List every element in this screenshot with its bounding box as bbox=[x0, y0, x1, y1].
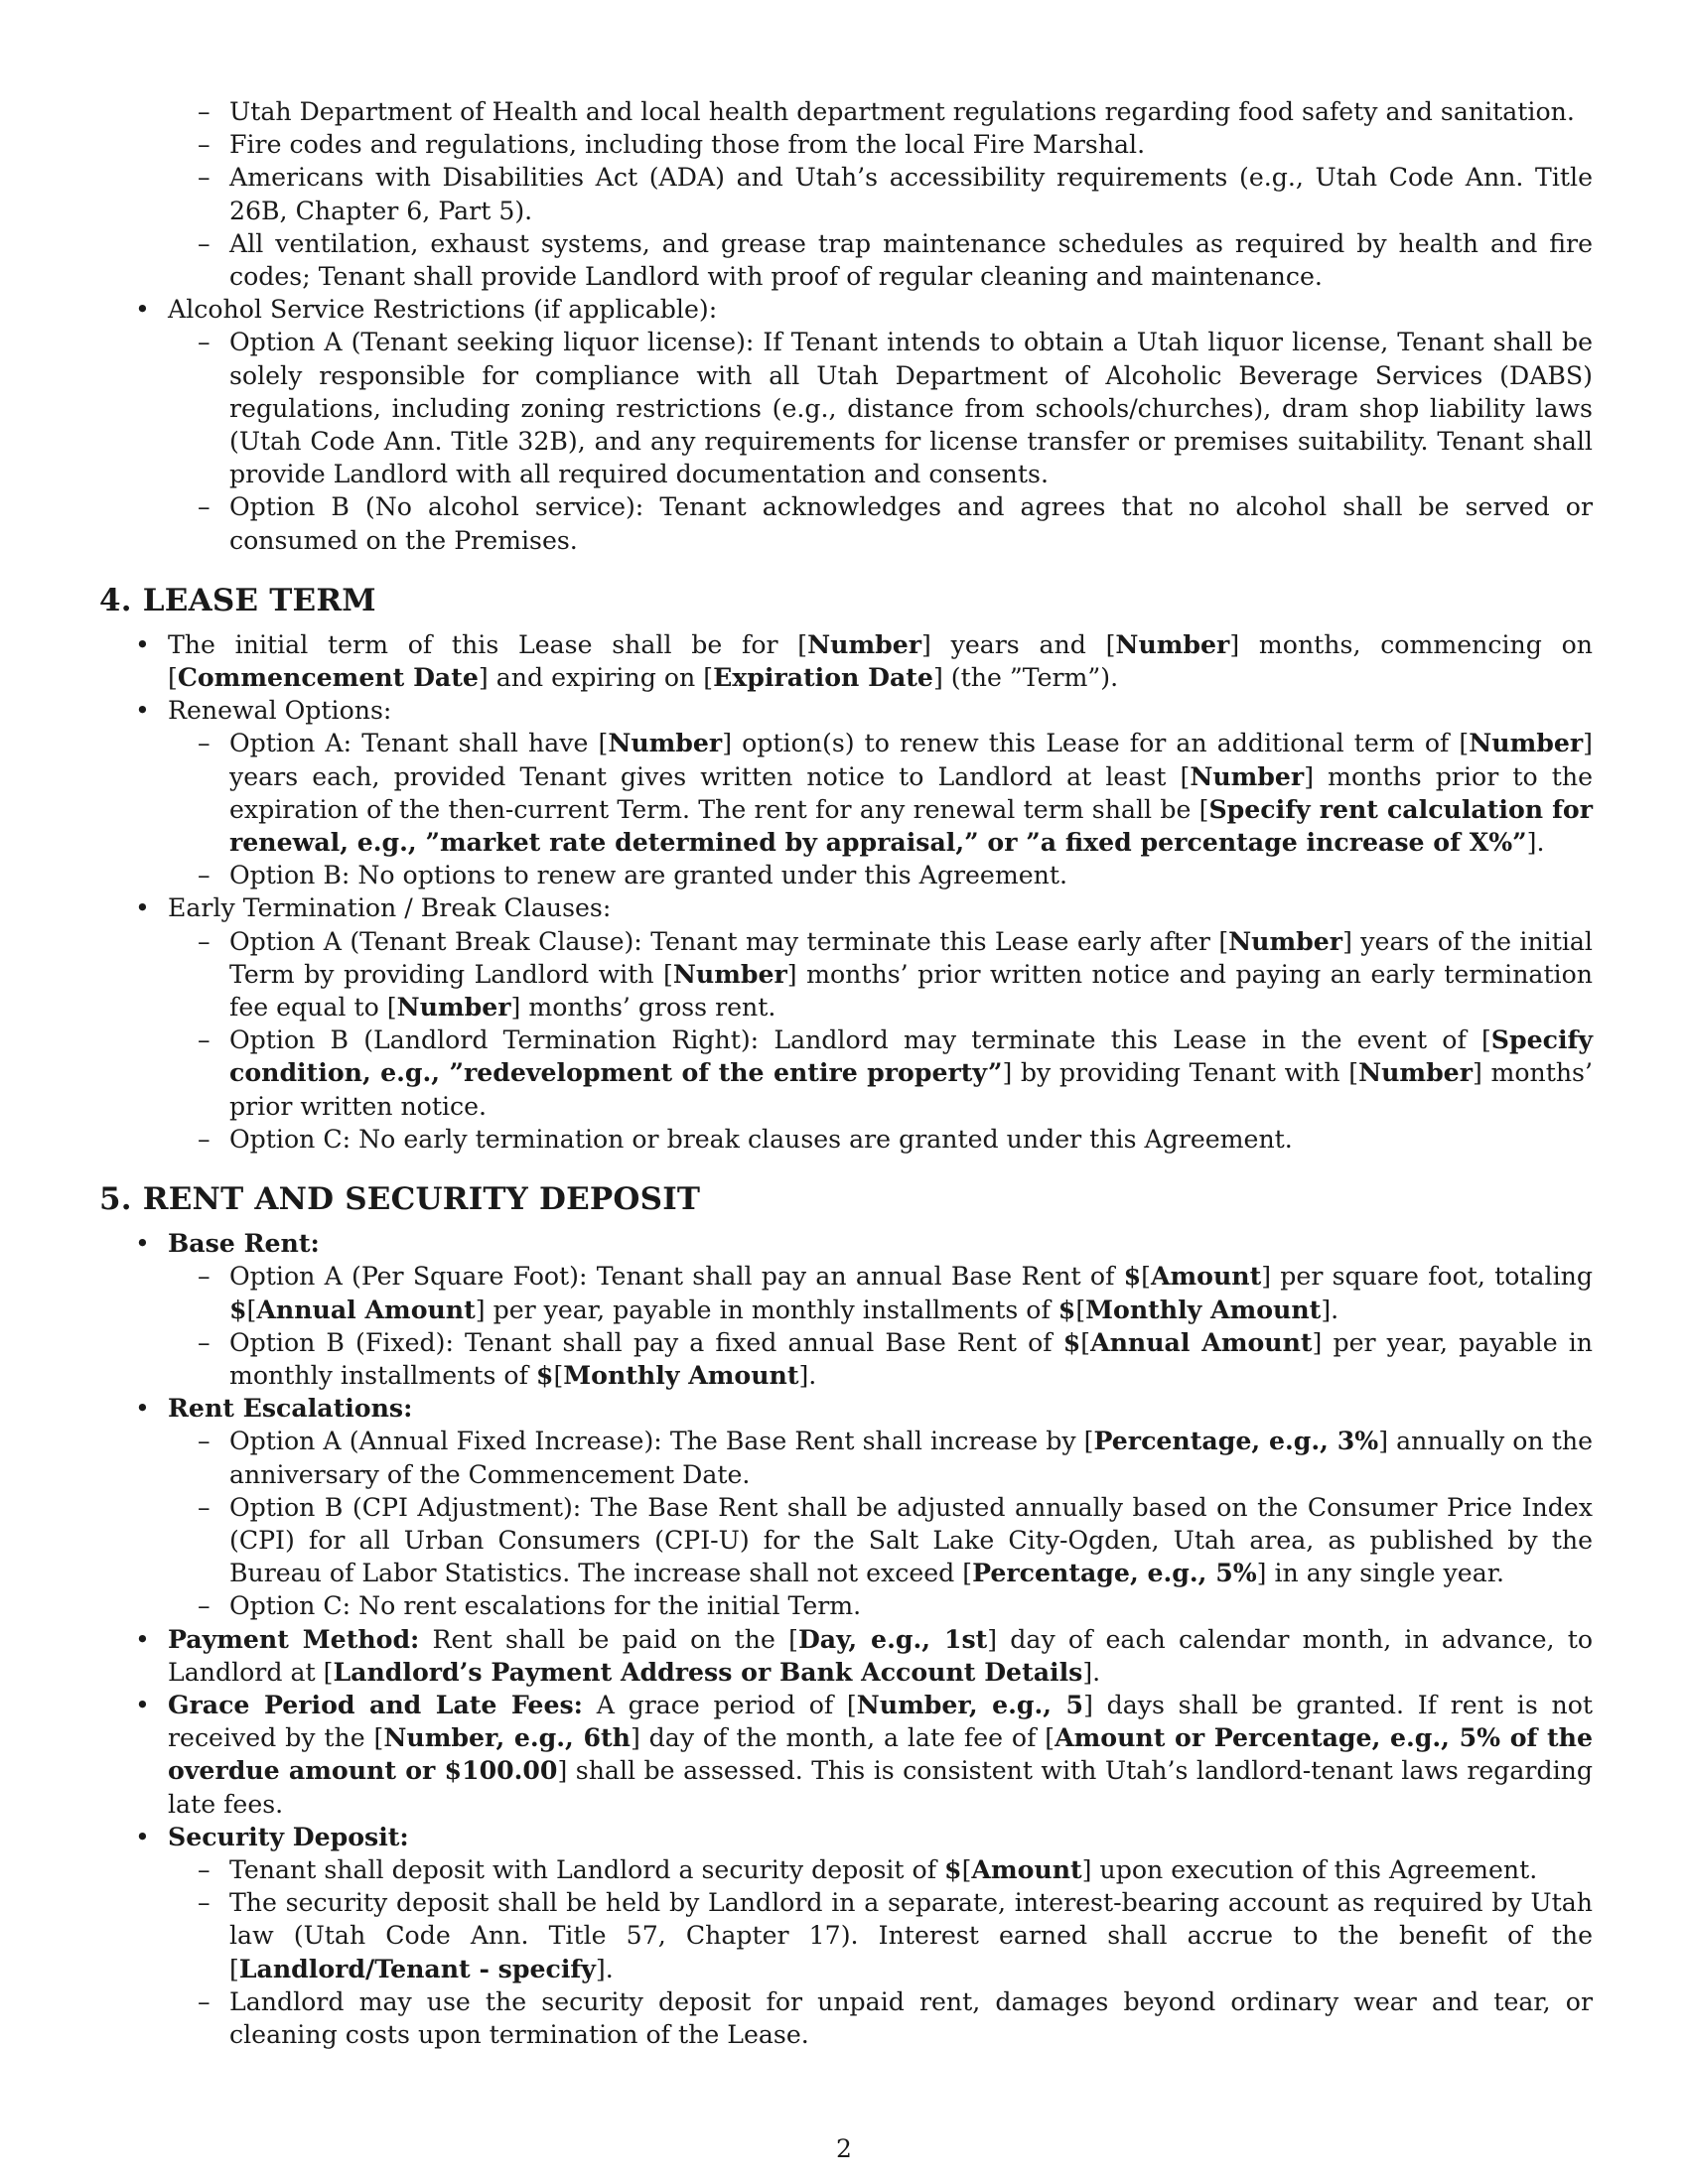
placeholder: Number bbox=[1190, 760, 1305, 791]
placeholder: Number bbox=[1358, 1057, 1473, 1088]
placeholder: Number bbox=[396, 992, 511, 1023]
text: ] days shall be granted. If rent is not received by the [ bbox=[168, 1690, 1593, 1753]
text: [ bbox=[1141, 1262, 1151, 1292]
list-item-initial-term bbox=[99, 628, 1593, 694]
list-item: – Fire codes and regulations, including those from the local Fire Marshal. bbox=[99, 128, 1593, 161]
list-item bbox=[168, 1260, 1593, 1325]
payment-method-label: Payment Method: bbox=[168, 1623, 420, 1654]
text: ] months’ prior written notice and paying an early termination fee equal to [ bbox=[229, 959, 1594, 1023]
text: ]. bbox=[1082, 1657, 1101, 1687]
lease-term-list bbox=[99, 628, 1593, 1156]
text: ]. bbox=[1321, 1295, 1339, 1324]
text: ] day of each calendar month, in advance, to Landlord at [ bbox=[168, 1624, 1593, 1687]
placeholder: Amount or Percentage, e.g., 5% of the overdue amount or $100.00 bbox=[168, 1722, 1593, 1786]
list-item bbox=[168, 1326, 1593, 1392]
rent-escalation-options bbox=[168, 1425, 1593, 1622]
text: ] years of the initial Term by providing Landlord with [ bbox=[229, 926, 1593, 989]
list-item-rent-escalations bbox=[99, 1392, 1593, 1622]
list-item bbox=[168, 1886, 1593, 1985]
list-item bbox=[168, 1425, 1593, 1490]
compliance-sublist bbox=[99, 95, 1593, 293]
placeholder: Number bbox=[807, 628, 922, 659]
list-item bbox=[168, 1853, 1593, 1886]
text: [ bbox=[1075, 1295, 1086, 1324]
text: Option B (Fixed): Tenant shall pay a fixed annual Base Rent of bbox=[229, 1327, 1063, 1357]
text: ] months, commencing on [ bbox=[168, 629, 1593, 693]
text: Option A (Tenant Break Clause): Tenant may terminate this Lease early after [ bbox=[229, 926, 1229, 956]
early-termination-options bbox=[168, 925, 1593, 1156]
placeholder: Specify condition, e.g., ”redevelopment of the entire property” bbox=[229, 1024, 1593, 1088]
text: ] annually on the anniversary of the Commencement Date. bbox=[229, 1427, 1593, 1489]
list-item: – Option B (No alcohol service): Tenant acknowledges and agrees that no alcohol shall be served or consumed on the Premises. bbox=[168, 490, 1593, 556]
placeholder: $ bbox=[1062, 1326, 1081, 1357]
list-item: – Utah Department of Health and local health department regulations regarding food safety and sanitation. bbox=[99, 95, 1593, 128]
placeholder: $ bbox=[1057, 1294, 1076, 1324]
text: ] per square foot, totaling bbox=[1261, 1262, 1593, 1292]
placeholder: Number bbox=[608, 728, 723, 758]
list-item: – Americans with Disabilities Act (ADA) and Utah’s accessibility requirements (e.g., Utah Code Ann. Title 26B, Chapter 6, Part 5). bbox=[99, 161, 1593, 226]
list-item: – Option C: No rent escalations for the initial Term. bbox=[168, 1589, 1593, 1622]
text: [ bbox=[1080, 1327, 1091, 1357]
alcohol-label: Alcohol Service Restrictions (if applicable): bbox=[168, 295, 718, 325]
list-item-payment-method bbox=[99, 1623, 1593, 1689]
placeholder: Number, e.g., 5 bbox=[856, 1689, 1084, 1719]
placeholder: $ bbox=[535, 1359, 554, 1390]
renewal-label: Renewal Options: bbox=[168, 696, 392, 726]
text: ] by providing Tenant with [ bbox=[1002, 1058, 1359, 1088]
alcohol-options bbox=[168, 326, 1593, 556]
text: Option A (Per Square Foot): Tenant shall pay an annual Base Rent of bbox=[229, 1262, 1124, 1292]
grace-period-label: Grace Period and Late Fees: bbox=[168, 1689, 583, 1719]
section-heading-lease-term: 4. LEASE TERM bbox=[99, 582, 376, 618]
document-page bbox=[99, 95, 1593, 2051]
base-rent-label: Base Rent: bbox=[168, 1228, 320, 1259]
text: ] years and [ bbox=[921, 629, 1116, 659]
placeholder: $ bbox=[229, 1294, 247, 1324]
placeholder: Landlord’s Payment Address or Bank Account Details bbox=[333, 1656, 1083, 1687]
placeholder: Annual Amount bbox=[1090, 1326, 1313, 1357]
text: ]. bbox=[1526, 828, 1545, 858]
text: [ bbox=[246, 1295, 257, 1324]
base-rent-options bbox=[168, 1260, 1593, 1392]
placeholder: $ bbox=[1123, 1261, 1142, 1292]
text: Rent shall be paid on the [ bbox=[419, 1624, 798, 1654]
text: ]. bbox=[595, 1954, 614, 1983]
section-heading-rent: 5. RENT AND SECURITY DEPOSIT bbox=[99, 1181, 701, 1218]
placeholder: Number bbox=[672, 958, 787, 989]
text: ] years each, provided Tenant gives written notice to Landlord at least [ bbox=[229, 729, 1593, 791]
text: Option A (Annual Fixed Increase): The Base Rent shall increase by [ bbox=[229, 1427, 1094, 1456]
placeholder: Monthly Amount bbox=[1085, 1294, 1322, 1324]
placeholder: $ bbox=[944, 1853, 962, 1884]
placeholder: Amount bbox=[971, 1853, 1082, 1884]
text: ] in any single year. bbox=[1256, 1559, 1504, 1588]
list-item-base-rent bbox=[99, 1227, 1593, 1392]
text: ] months prior to the expiration of the then-current Term. The rent for any renewal term shall be [ bbox=[229, 761, 1593, 824]
placeholder: Monthly Amount bbox=[563, 1359, 799, 1390]
text: ] months’ gross rent. bbox=[510, 993, 776, 1023]
list-item: – Option C: No early termination or break clauses are granted under this Agreement. bbox=[168, 1123, 1593, 1156]
list-item-grace-period bbox=[99, 1689, 1593, 1821]
page-number: 2 bbox=[836, 2134, 852, 2163]
placeholder: Number bbox=[1115, 628, 1230, 659]
list-item bbox=[168, 925, 1593, 1024]
text: ] day of the month, a late fee of [ bbox=[630, 1723, 1055, 1753]
placeholder: Number bbox=[1469, 728, 1584, 758]
text: ] (the ”Term”). bbox=[932, 663, 1119, 693]
text: Option B (CPI Adjustment): The Base Rent shall be adjusted annually based on the Consumer Price Index (CPI) for all Urban Consumers (CPI-U) for the Salt Lake City-Ogden, Utah area, as published by the Bureau of Labor Statistics. The increase shall not exceed [ bbox=[229, 1492, 1593, 1588]
placeholder: Amount bbox=[1150, 1261, 1262, 1292]
text: ] shall be assessed. This is consistent with Utah’s landlord-tenant laws regarding late fees. bbox=[168, 1756, 1593, 1819]
list-item-renewal bbox=[99, 694, 1593, 891]
renewal-options bbox=[168, 727, 1593, 891]
list-item: – Option B: No options to renew are granted under this Agreement. bbox=[168, 859, 1593, 891]
placeholder: Landlord/Tenant - specify bbox=[238, 1953, 596, 1983]
alcohol-list bbox=[99, 293, 1593, 557]
rent-escalations-label: Rent Escalations: bbox=[168, 1393, 413, 1424]
placeholder: Percentage, e.g., 5% bbox=[972, 1558, 1257, 1588]
text: ]. bbox=[798, 1360, 817, 1390]
list-item-alcohol bbox=[99, 293, 1593, 557]
placeholder: Number, e.g., 6th bbox=[383, 1722, 631, 1753]
text: The security deposit shall be held by Landlord in a separate, interest-bearing account as required by Utah law (Utah Code Ann. Title 57, Chapter 17). Interest earned shall accrue to the benefit of the [ bbox=[229, 1888, 1593, 1983]
text: ] option(s) to renew this Lease for an additional term of [ bbox=[722, 729, 1470, 758]
placeholder: Percentage, e.g., 3% bbox=[1093, 1426, 1379, 1456]
list-item: – Landlord may use the security deposit for unpaid rent, damages beyond ordinary wear and tear, or cleaning costs upon termination of the Lease. bbox=[168, 1985, 1593, 2051]
text: Tenant shall deposit with Landlord a security deposit of bbox=[229, 1854, 945, 1884]
placeholder: Expiration Date bbox=[713, 662, 933, 693]
text: [ bbox=[553, 1360, 564, 1390]
text: ] months’ prior written notice. bbox=[229, 1058, 1593, 1121]
text: Option A: Tenant shall have [ bbox=[229, 729, 609, 758]
text: Option B (Landlord Termination Right): Landlord may terminate this Lease in the event of [ bbox=[229, 1025, 1491, 1055]
list-item: – Option A (Tenant seeking liquor license): If Tenant intends to obtain a Utah liquor license, Tenant shall be solely responsible for compliance with all Utah Department of Alcoholic Beverage Services (DABS) regulations, including zoning restrictions (e.g., distance from schools/churches), dram shop liability laws (Utah Code Ann. Title 32B), and any requirements for license transfer or premises suitability. Tenant shall provide Landlord with all required documentation and consents. bbox=[168, 326, 1593, 490]
list-item bbox=[168, 1024, 1593, 1123]
placeholder: Number bbox=[1228, 925, 1343, 956]
security-deposit-label: Security Deposit: bbox=[168, 1821, 409, 1851]
list-item bbox=[168, 1491, 1593, 1590]
list-item-early-termination bbox=[99, 891, 1593, 1156]
text: The initial term of this Lease shall be for [ bbox=[168, 629, 808, 659]
security-deposit-items bbox=[168, 1853, 1593, 2051]
text: [ bbox=[961, 1854, 972, 1884]
text: ] per year, payable in monthly installments of bbox=[475, 1295, 1058, 1324]
list-item: – All ventilation, exhaust systems, and grease trap maintenance schedules as required by health and fire codes; Tenant shall provide Landlord with proof of regular cleaning and maintenance. bbox=[99, 227, 1593, 293]
placeholder: Specify rent calculation for renewal, e.g., ”market rate determined by appraisal,” or ”a fixed percentage increase of X%” bbox=[229, 793, 1593, 858]
list-item-security-deposit bbox=[99, 1821, 1593, 2051]
text: ] and expiring on [ bbox=[478, 663, 714, 693]
text: ] upon execution of this Agreement. bbox=[1081, 1854, 1538, 1884]
rent-list bbox=[99, 1227, 1593, 2051]
text: A grace period of [ bbox=[582, 1690, 857, 1719]
early-termination-label: Early Termination / Break Clauses: bbox=[168, 893, 612, 923]
placeholder: Annual Amount bbox=[256, 1294, 476, 1324]
placeholder: Commencement Date bbox=[177, 662, 479, 693]
list-item bbox=[168, 727, 1593, 859]
text: ] per year, payable in monthly installments of bbox=[229, 1327, 1593, 1390]
placeholder: Day, e.g., 1st bbox=[797, 1623, 988, 1654]
